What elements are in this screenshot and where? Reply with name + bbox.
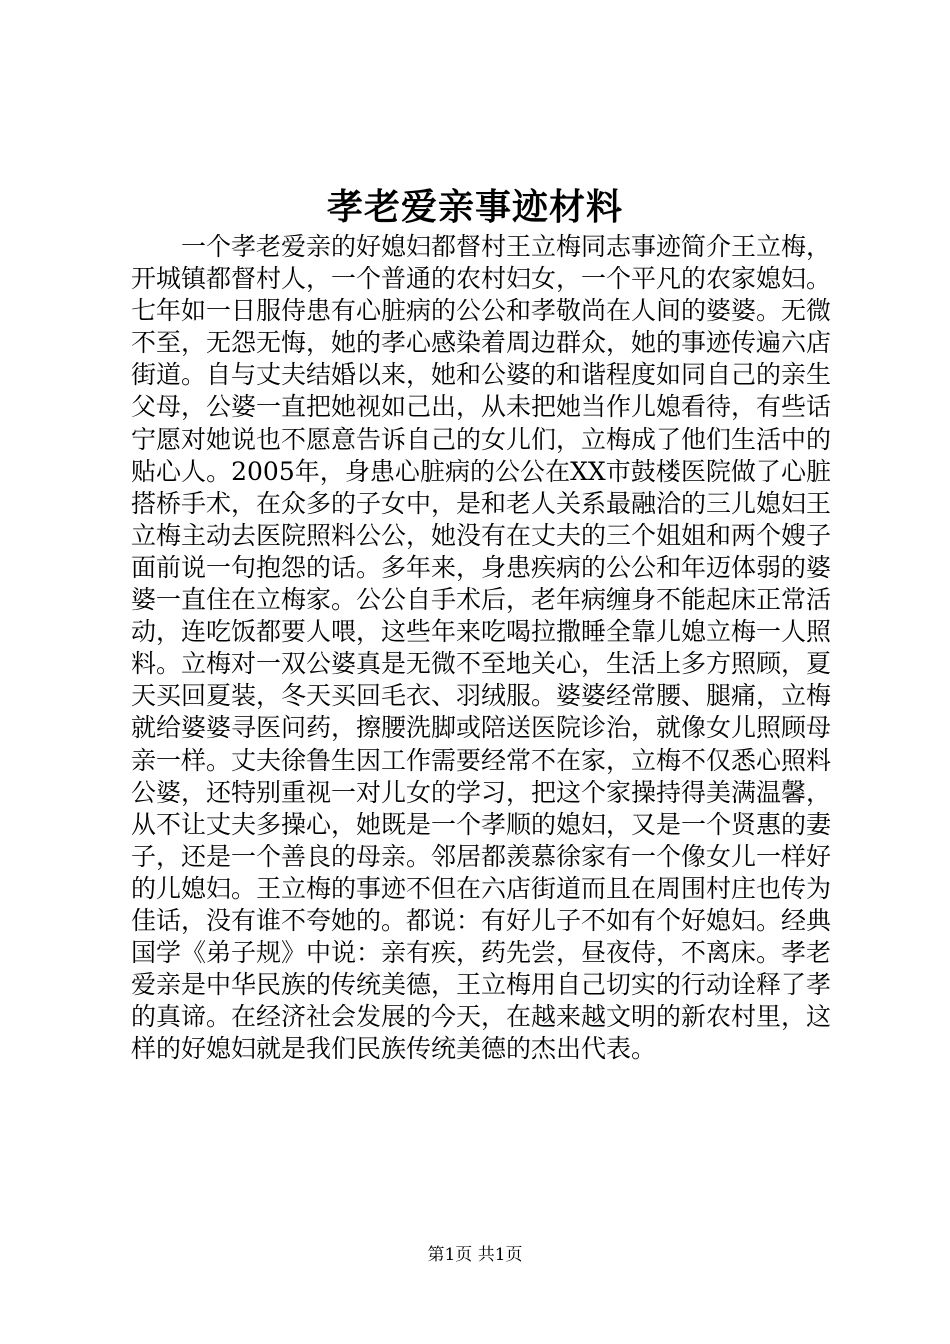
page-footer: 第1页 共1页 xyxy=(427,1245,523,1265)
document-body-paragraph: 一个孝老爱亲的好媳妇都督村王立梅同志事迹简介王立梅，开城镇都督村人，一个普通的农村妇女，一个平凡的农家媳妇。七年如一日服侍患有心脏病的公公和孝敬尚在人间的婆婆。无微不至，无怨无悔，她的孝心感染着周边群众，她的事迹传遍六店街道。自与丈夫结婚以来，她和公婆的和谐程度如同自己的亲生父母，公婆一直把她视如己出，从未把她当作儿媳看待，有些话宁愿对她说也不愿意告诉自己的女儿们，立梅成了他们生活中的贴心人。2005年，身患心脏病的公公在XX市鼓楼医院做了心脏搭桥手术，在众多的子女中，是和老人关系最融洽的三儿媳妇王立梅主动去医院照料公公，她没有在丈夫的三个姐姐和两个嫂子面前说一句抱怨的话。多年来，身患疾病的公公和年迈体弱的婆婆一直住在立梅家。公公自手术后，老年病缠身不能起床正常活动，连吃饭都要人喂，这些年来吃喝拉撒睡全靠儿媳立梅一人照料。立梅对一双公婆真是无微不至地关心，生活上多方照顾，夏天买回夏装，冬天买回毛衣、羽绒服。婆婆经常腰、腿痛，立梅就给婆婆寻医问药，擦腰洗脚或陪送医院诊治，就像女儿照顾母亲一样。丈夫徐鲁生因工作需要经常不在家，立梅不仅悉心照料公婆，还特别重视一对儿女的学习，把这个家操持得美满温馨，从不让丈夫多操心，她既是一个孝顺的媳妇，又是一个贤惠的妻子，还是一个善良的母亲。邻居都羡慕徐家有一个像女儿一样好的儿媳妇。王立梅的事迹不但在六店街道而且在周围村庄也传为佳话，没有谁不夸她的。都说：有好儿子不如有个好媳妇。经典国学《弟子规》中说：亲有疾，药先尝，昼夜侍，不离床。孝老爱亲是中华民族的传统美德，王立梅用自己切实的行动诠释了孝的真谛。在经济社会发展的今天，在越来越文明的新农村里，这样的好媳妇就是我们民族传统美德的杰出代表。 xyxy=(131,232,832,1064)
document-title: 孝老爱亲事迹材料 xyxy=(326,186,623,228)
